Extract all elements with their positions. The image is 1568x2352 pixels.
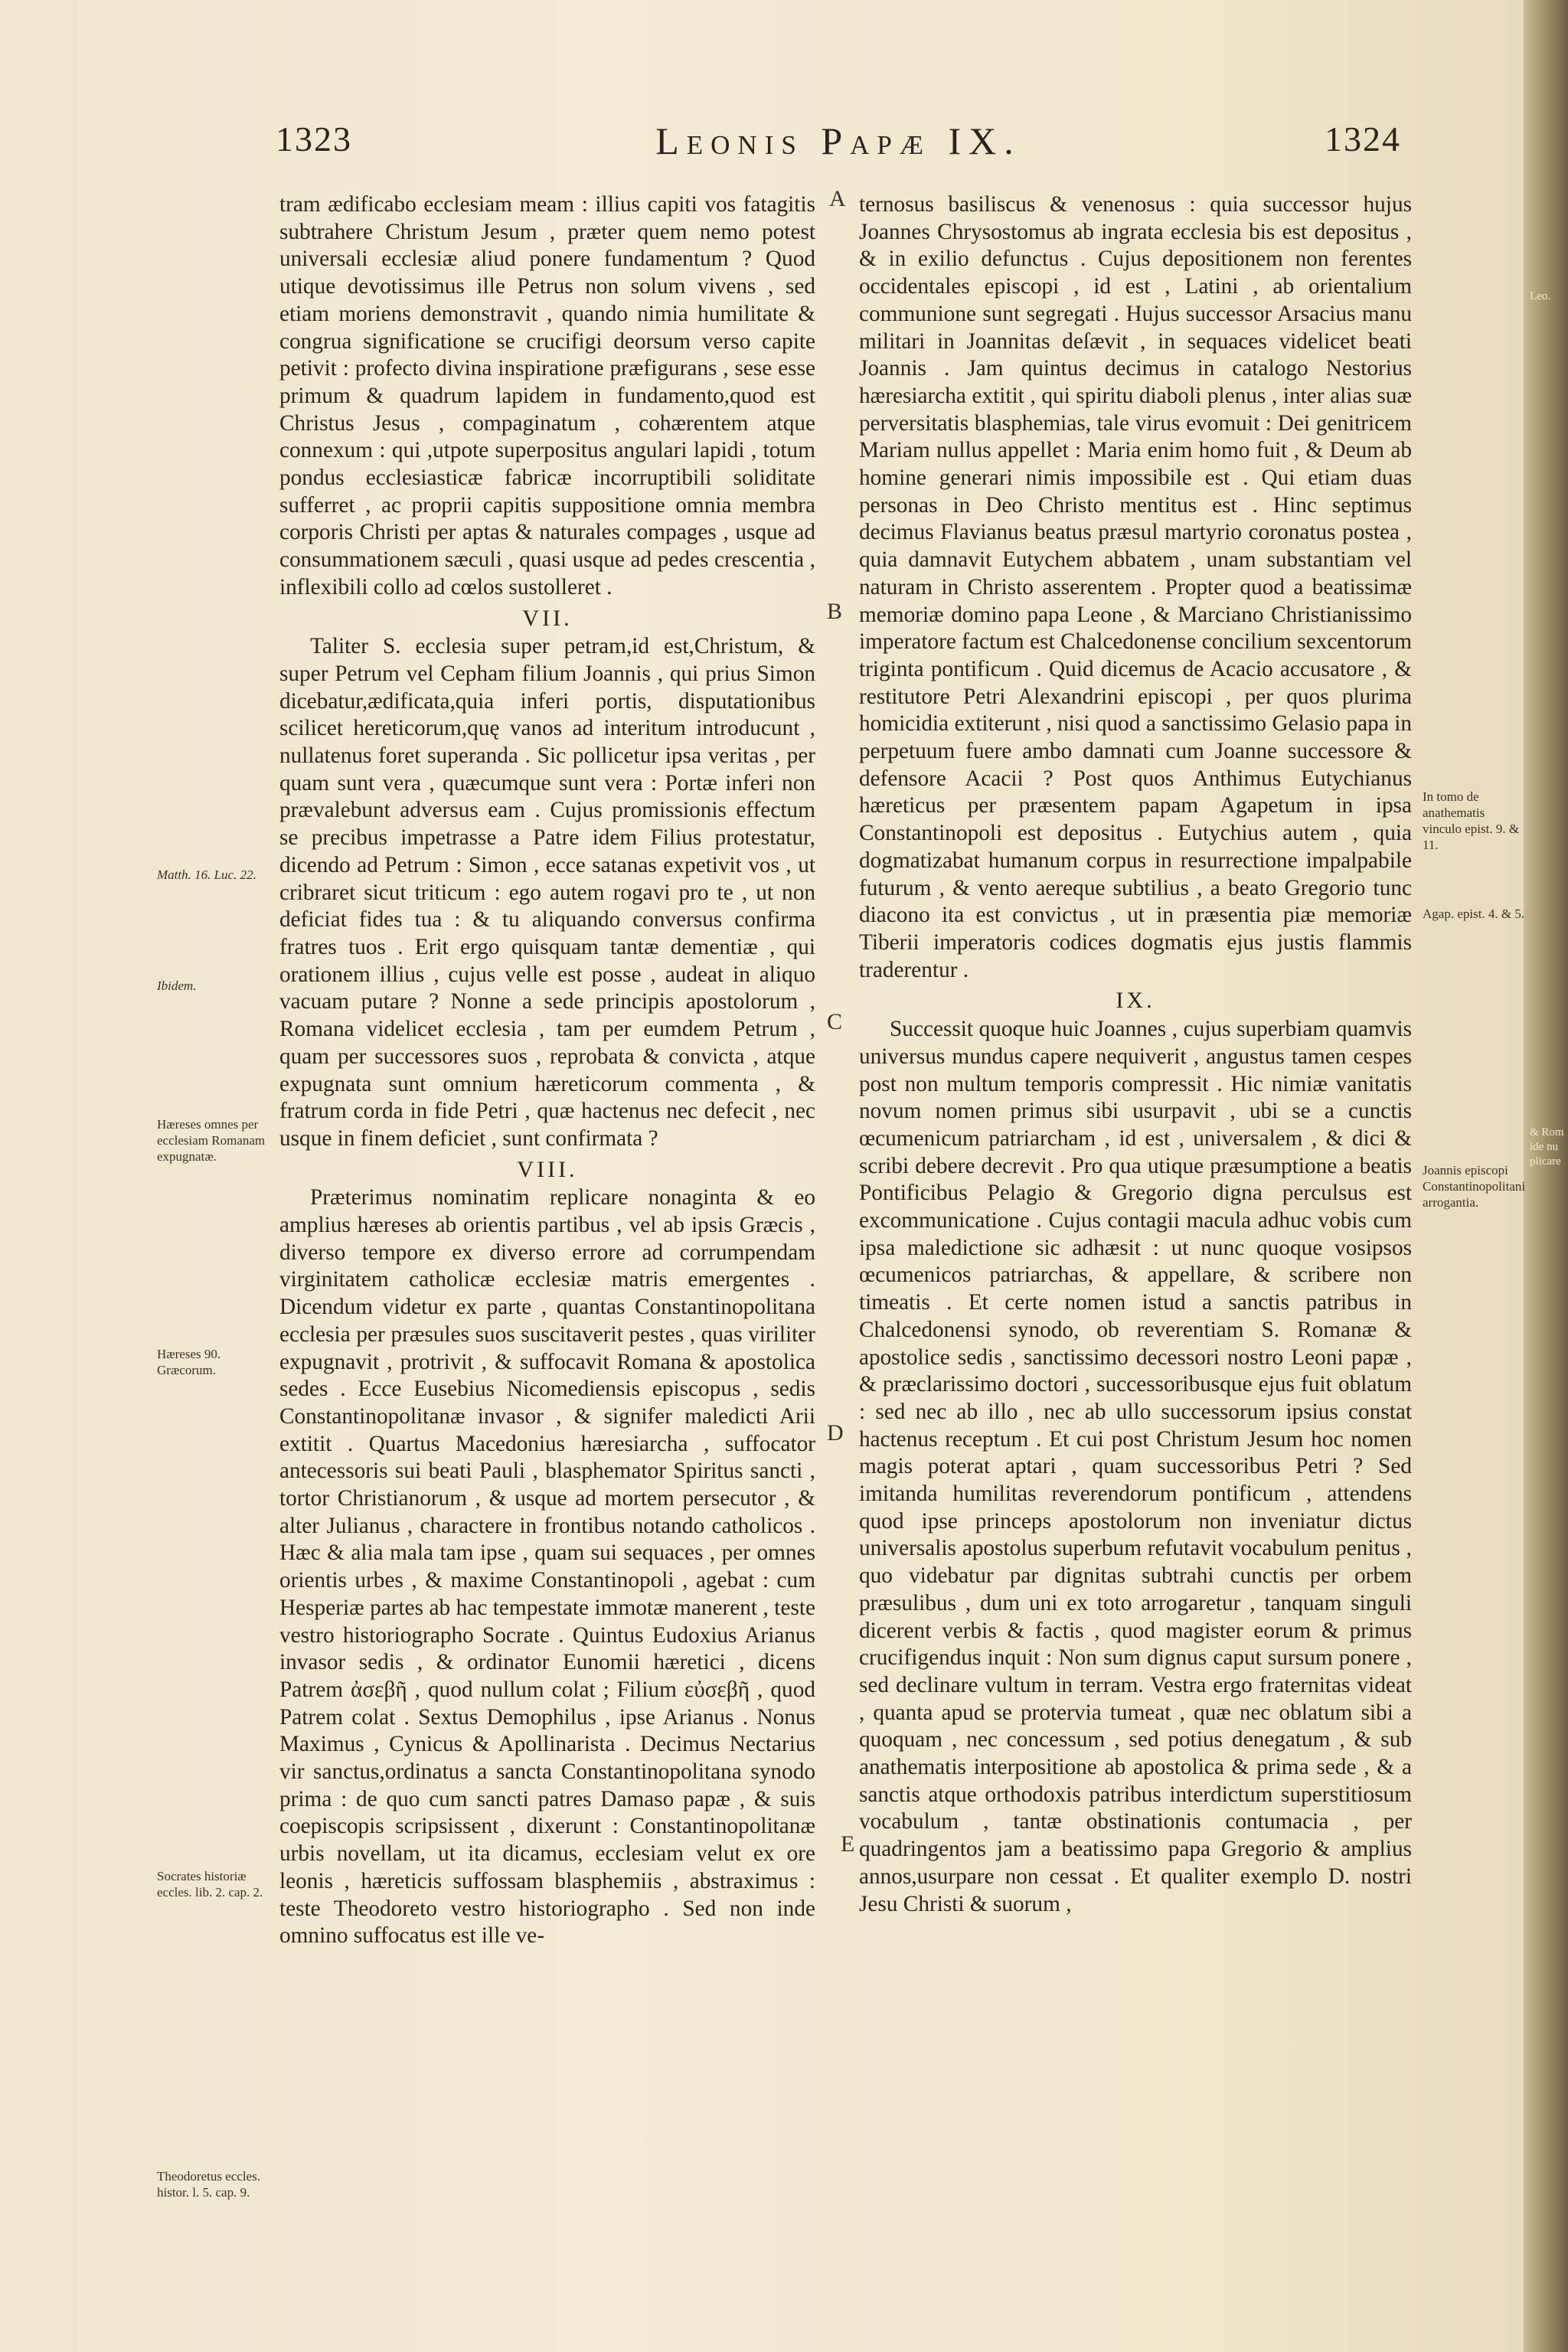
margin-note-agapetus: Agap. epist. 4. & 5. [1423,906,1525,921]
margin-note-joannis-arrogantia: Joannis episcopi Constantinopolitani arrogantia. [1423,1163,1526,1210]
margin-note-cut-middle: & Rom ide nu plicare [1530,1126,1564,1168]
text-column-left [279,191,815,1950]
text-column-right [859,191,1412,1918]
book-gutter-edge [1524,0,1568,2352]
paragraph-left-1: tram ædificabo ecclesiam meam : illius capiti vos fatagitis subtrahere Christum Jesum , præter quem nemo potest universali ecclesiæ aliud ponere fundamentum ? Quod utique devotissimus ille Petrus non solum vivens , sed etiam moriens demonstravit , quando nimia humilitate & congrua significatione se crucifigi deorsum verso capite petivit : profecto divina inspiratione præfigurans , sese esse primum & quadrum lapidem in fundamento,quod est Christus Jesus , compaginatum , cohærentem atque connexum : qui ,utpote superpositus angulari lapidi , totum pondus ecclesiasticæ fabricæ incorruptibili soliditate sufferret , ac proprii capitis suppositione omnia membra corporis Christi per aptas & naturales compages , usque ad consummationem sæculi , quasi usque ad pedes crescentia , inflexibili collo ad cœlos sustolleret . [279,192,815,599]
paragraph-left-3: Præterimus nominatim replicare nonaginta & eo amplius hæreses ab orientis partibus , vel ab ipsis Græcis , diverso tempore ex diverso errore ad corrumpendam virginitatem catholicæ ecclesiæ matris emergentes . Dicendum videtur ex parte , quantas Constantinopolitana ecclesia per præsules suos suscitaverit pestes , quas viriliter expugnavit , protrivit , & suffocavit Romana & apostolica sedes . Ecce Eusebius Nicomediensis episcopus , sedis Constantinopolitanæ invasor , & signifer maledicti Arii extitit . Quartus Macedonius hæresiarcha , suffocator antecessoris sui beati Pauli , blasphemator Spiritus sancti , tortor Christianorum , & usque ad mortem persecutor , & alter Julianus , charactere in frontibus notando catholicos . Hæc & alia mala tam ipse , quam sui sequaces , per omnes orientis urbes , & maxime Constantinopoli , agebat : cum Hesperiæ partes ab hac tempestate immotæ manerent , teste vestro historiographo Socrate . Quintus Eudoxius Arianus invasor sedis , & ordinator Eunomii hæretici , dicens Patrem ἀσεβῆ , quod nullum colat ; Filium εὐσεβῆ , quod Patrem colat . Sextus Demophilus , ipse Arianus . Nonus Maximus , Cynicus & Apollinarista . Decimus Nectarius vir sanctus,ordinatus a sancta Constantinopolitana synodo prima : de quo cum sancti patres Damaso papæ , & suis coepiscopis scripsissent , dixerunt : Constantinopolitanæ urbis novellam, ut ita dicamus, ecclesiam velut ex ore leonis , hæreticis suffossam blasphemiis , abstraximus : teste Theodoreto vestro historiographo . Sed non inde omnino suffocatus est ille ve- [279,1185,815,1949]
gutter-letter-a: A [829,186,846,211]
page-header [276,119,1401,180]
gutter-letter-d: D [827,1420,844,1446]
margin-note-haereses-graecorum: Hæreses 90. Græcorum. [157,1347,221,1377]
section-heading-viii: VIII. [517,1156,578,1182]
section-heading-vii: VII. [522,605,573,631]
paragraph-right-1: ternosus basiliscus & venenosus : quia successor hujus Joannes Chrysostomus ab ingrata ecclesia bis est depositus , & in exilio defunctus . Cujus depositionem non ferentes occidentales episcopi , id est , Latini , ab orientalium communione sunt segregati . Hujus successor Arsacius manu militari in Joannitas deſævit , in sequaces videlicet beati Joannis . Jam quintus decimus in catalogo Nestorius hæresiarcha extitit , qui spiritu diaboli plenus , inter alias suæ perversitatis blasphemias, tale virus evomuit : Dei genitricem Mariam nullus appellet : Maria enim homo fuit , & Deum ab homine generari nimis impossibile est . Qui etiam duas personas in Deo Christo mentitus est . Hinc septimus decimus Flavianus beatus præsul martyrio coronatus postea , quia damnavit Eutychem abbatem , unam substantiam vel naturam in Christo asserentem . Propter quod a beatissimæ memoriæ domino papa Leone , & Marciano Christianissimo imperatore factum est Chalcedonense concilium sexcentorum triginta pontificum . Quid dicemus de Acacio accusatore , & restitutore Petri Alexandrini episcopi , per quos plurima homicidia extiterunt , nisi quod a sanctissimo Gelasio papa in perpetuum fuere ambo damnati cum Joanne successore & defensore Acacii ? Post quos Anthimus Eutychianus hæreticus per præsentem papam Agapetum in ipsa Constantinopoli est depositus . Eutychius autem , quia dogmatizabat humanum corpus in resurrectione impalpabile futurum , & vento aereque subtilius , a beato Gregorio tunc diacono ita est convictus , ut in præsentia piæ memoriæ Tiberii imperatoris codices dogmatis ejus justis flammis traderentur . [859,192,1412,982]
gutter-letter-b: B [827,599,843,624]
page-number-left: 1323 [276,119,352,158]
margin-note-ibidem: Ibidem. [157,978,197,993]
margin-note-matthew: Matth. 16. Luc. 22. [157,867,256,882]
margin-note-socrates: Socrates historiæ eccles. lib. 2. cap. 2. [157,1869,263,1900]
page-number-right: 1324 [1325,119,1401,158]
running-title: Leonis Papæ IX. [655,119,1021,162]
margin-note-haereses-omnes: Hæreses omnes per ecclesiam Romanam expugnatæ. [157,1117,266,1164]
margin-note-theodoretus: Theodoretus eccles. histor. l. 5. cap. 9. [157,2169,260,2200]
paragraph-right-2: Successit quoque huic Joannes , cujus superbiam quamvis universus mundus capere nequiverit , angustus tamen cespes post non multum temporis compressit . Hic nimiæ vanitatis novum nomen primus sibi usurpavit , ubi se a cunctis œcumenicum patriarcham , id est , universalem , & dici & scribi debere decrevit . Pro qua utique præsumptione a beatis Pontificibus Pelagio & Gregorio digna perculsus est excommunicatione . Cujus contagii macula adhuc vobis cum ipsa maledictione sic adhæsit : ut nunc quoque vosipsos œcumenicos patriarchas, & appellare, & scribere non timeatis . Et certe nomen istud a sanctis patribus in Chalcedonensi synodo, ob reverentiam S. Romanæ & apostolice sedis , sanctissimo decessori nostro Leoni papæ , & præclarissimo doctori , successoribusque ejus fuit oblatum : sed nec ab illo , nec ab ullo successorum ipsius constat hactenus receptum . Et cui post Christum Jesum hoc nomen magis poterat aptari , quam successoribus Petri ? Sed imitanda humilitas reverendorum pontificum , attendens quod ipse princeps apostolorum non inveniatur dictus universalis apostolus superbum refutavit vocabulum penitus , quo videbatur par dignitas subtrahi cunctis per orbem præsulibus , dum uni ex toto arrogaretur , tanquam singuli dicerent verbis & factis , quod magister eorum & primus crucifigendus inquit : Non sum dignus caput sursum ponere , sed declinare vultum in terram. Vestra ergo fraternitas videat , quanta apud se protervia tumeat , quæ nec oblatum sibi a quoquam , nec concessum , sed potius denegatum , & sub anathematis interpositione ab apostolica & prima sede , & a sanctis atque orthodoxis patribus interdictum superstitiosum vocabulum , tantæ obstinationis contumacia , per quadringentos jam a beatissimo papa Gregorio & amplius annos,usurpare non cessat . Et qualiter exemplo D. nostri Jesu Christi & suorum , [859,1017,1412,1916]
margin-note-tomo-anathematis: In tomo de anathematis vinculo epist. 9. & 11. [1423,789,1520,852]
paragraph-left-2: Taliter S. ecclesia super petram,id est,Christum, & super Petrum vel Cepham filium Joannis , qui prius Simon dicebatur,ædificata,quia inferi portis, disputationibus scilicet hereticorum,quę vanos ad interitum introducunt , nullatenus foret superanda . Sic pollicetur ipsa veritas , per quam sunt vera , quæcumque sunt vera : Portæ inferi non prævalebunt adversus eam . Cujus promissionis effectum se precibus impetrasse a Patre idem Filius protestatur, dicendo ad Petrum : Simon , ecce satanas expetivit vos , ut cribraret sicut triticum : ego autem rogavi pro te , ut non deficiat fides tua : & tu aliquando conversus confirma fratres tuos . Erit ergo quisquam tantæ dementiæ , qui orationem illius , cujus velle est posse , audeat in aliquo vacuam putare ? Nonne a sede principis apostolorum , Romana videlicet ecclesia , tam per eumdem Petrum , quam per successores suos , reprobata & convicta , atque expugnata sunt omnium hæreticorum commenta , & fratrum corda in fide Petri , quæ hactenus nec defecit , nec usque in finem deficiet , sunt confirmata ? [279,634,815,1151]
gutter-letter-e: E [841,1831,855,1857]
section-heading-ix: IX. [1116,988,1155,1014]
gutter-letter-c: C [827,1009,843,1034]
margin-note-cut-top: Leo. [1530,290,1551,302]
